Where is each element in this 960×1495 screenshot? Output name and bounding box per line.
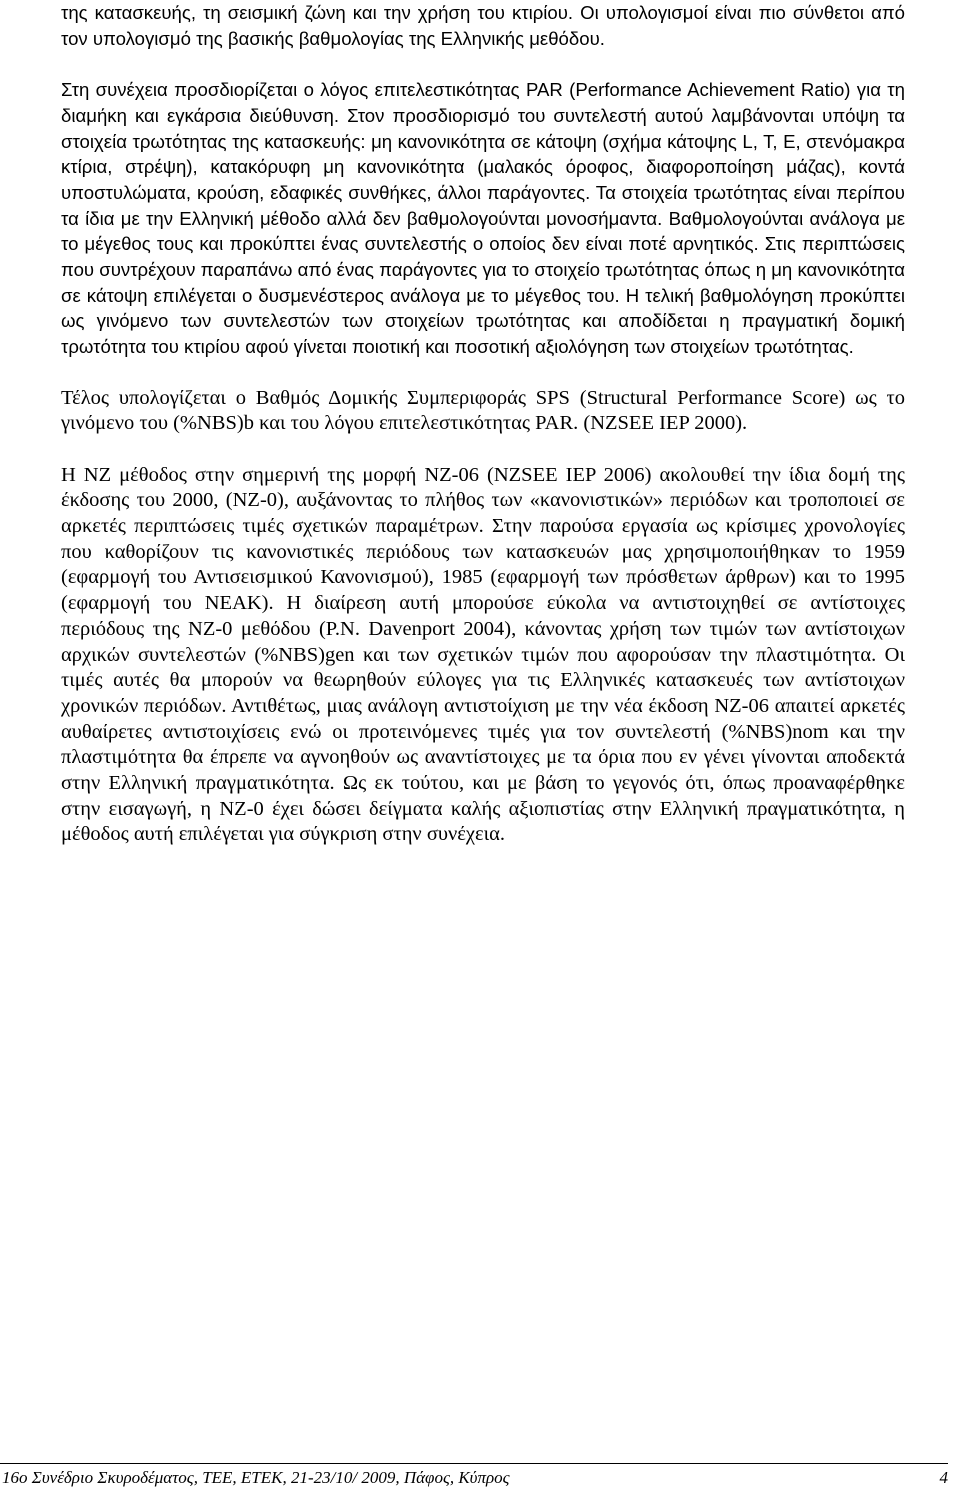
page-body [61, 0, 905, 848]
paragraph-nz-method: Η NZ μέθοδος στην σημερινή της μορφή NZ-06 (NZSEE IEP 2006) ακολουθεί την ίδια δομή της έκδοσης του 2000, (NZ-0), αυξάνοντας το πλήθος των «κανονιστικών» περιόδων και τροποποιεί σε αρκετές περιπτώσεις τιμές σχετικών παραμέτρων. Στην παρούσα εργασία ως κρίσιμες χρονολογίες που καθορίζουν τις κανονιστικές περιόδους των κατασκευών μας χρησιμοποιήθηκαν το 1959 (εφαρμογή του Αντισεισμικού Κανονισμού), 1985 (εφαρμογή των πρόσθετων άρθρων) και το 1995 (εφαρμογή του ΝΕΑΚ). Η διαίρεση αυτή μπορούσε εύκολα να αντιστοιχηθεί σε αντίστοιχες περιόδους της NZ-0 μεθόδου (P.N. Davenport 2004), κάνοντας χρήση των τιμών των αντίστοιχων αρχικών συντελεστών (%NBS)gen και των σχετικών τιμών που αφορούσαν την πλαστιμότητα. Οι τιμές αυτές θα μπορούν να θεωρηθούν εύλογες για τις Ελληνικές κατασκευές των αντίστοιχων χρονικών περιόδων. Αντιθέτως, μιας ανάλογη αντιστοίχιση με την νέα έκδοση NZ-06 απαιτεί αρκετές αυθαίρετες αντιστοιχίσεις ενώ οι προτεινόμενες τιμές για τον συντελεστή (%NBS)nom και την πλαστιμότητα θα έπρεπε να αγνοηθούν ως αναντίστοιχες με τα όρια που εν γένει γίνονται αποδεκτά στην Ελληνική πραγματικότητα. Ως εκ τούτου, και με βάση το γεγονός ότι, όπως προαναφέρθηκε στην εισαγωγή, η NZ-0 έχει δώσει δείγματα καλής αξιοπιστίας στην Ελληνική πραγματικότητα, η μέθοδος αυτή επιλέγεται για σύγκριση στην συνέχεια. [61, 463, 905, 846]
paragraph-par [61, 77, 905, 360]
page-footer [0, 1463, 948, 1489]
footer-conference: 16ο Συνέδριο Σκυροδέματος, ΤΕΕ, ΕΤΕΚ, 21-23/10/ 2009, Πάφος, Κύπρος [2, 1468, 510, 1487]
paragraph-sps: Τέλος υπολογίζεται ο Βαθμός Δομικής Συμπεριφοράς SPS (Structural Performance Score) ως το γινόμενο του (%NBS)b και του λόγου επιτελεστικότητας PAR. (NZSEE IEP 2000). [61, 386, 905, 435]
paragraph-vulnerability-text: Τα στοιχεία τρωτότητας είναι περίπου τα ίδια με την Ελληνική μέθοδο αλλά δεν βαθμολογούνται μονοσήμαντα. Βαθμολογούνται ανάλογα με το μέγεθος τους και προκύπτει ένας συντελεστής ο οποίος δεν είναι ποτέ αρνητικός. [61, 181, 905, 255]
paragraph-intro: της κατασκευής, τη σεισμική ζώνη και την χρήση του κτιρίου. Οι υπολογισμοί είναι πιο σύνθετοι από τον υπολογισμό της βασικής βαθμολογίας της Ελληνικής μεθόδου. [61, 2, 905, 49]
paragraph-par-text: Στη συνέχεια προσδιορίζεται ο λόγος επιτελεστικότητας PAR (Performance Achievement Ratio) για τη διαμήκη και εγκάρσια διεύθυνση. Στον προσδιορισμό του συντελεστή αυτού λαμβάνονται υπόψη τα στοιχεία τρωτότητας της κατασκευής: μη κανονικότητα σε κάτοψη (σχήμα κάτοψης L, T, E, στενόμακρα κτίρια, στρέψη), κατακόρυφη μη κανονικότητα (μαλακός όροφος, διαφοροποίηση μάζας), κοντά υποστυλώματα, κρούση, εδαφικές συνθήκες, άλλοι παράγοντες. [61, 79, 905, 203]
paragraph-final-score-text: Στις περιπτώσεις που συντρέχουν παραπάνω από ένας παράγοντες για το στοιχείο τρωτότητας όπως η μη κανονικότητα σε κάτοψη επιλέγεται ο δυσμενέστερος ανάλογα με το μέγεθος του. Η τελική βαθμολόγηση προκύπτει ως γινόμενο των συντελεστών των στοιχείων τρωτότητας και αποδίδεται η πραγματική δομική τρωτότητα του κτιρίου αφού γίνεται ποιοτική και ποσοτική αξιολόγηση των στοιχείων τρωτότητας. [61, 233, 905, 358]
footer-page-number: 4 [939, 1468, 948, 1487]
